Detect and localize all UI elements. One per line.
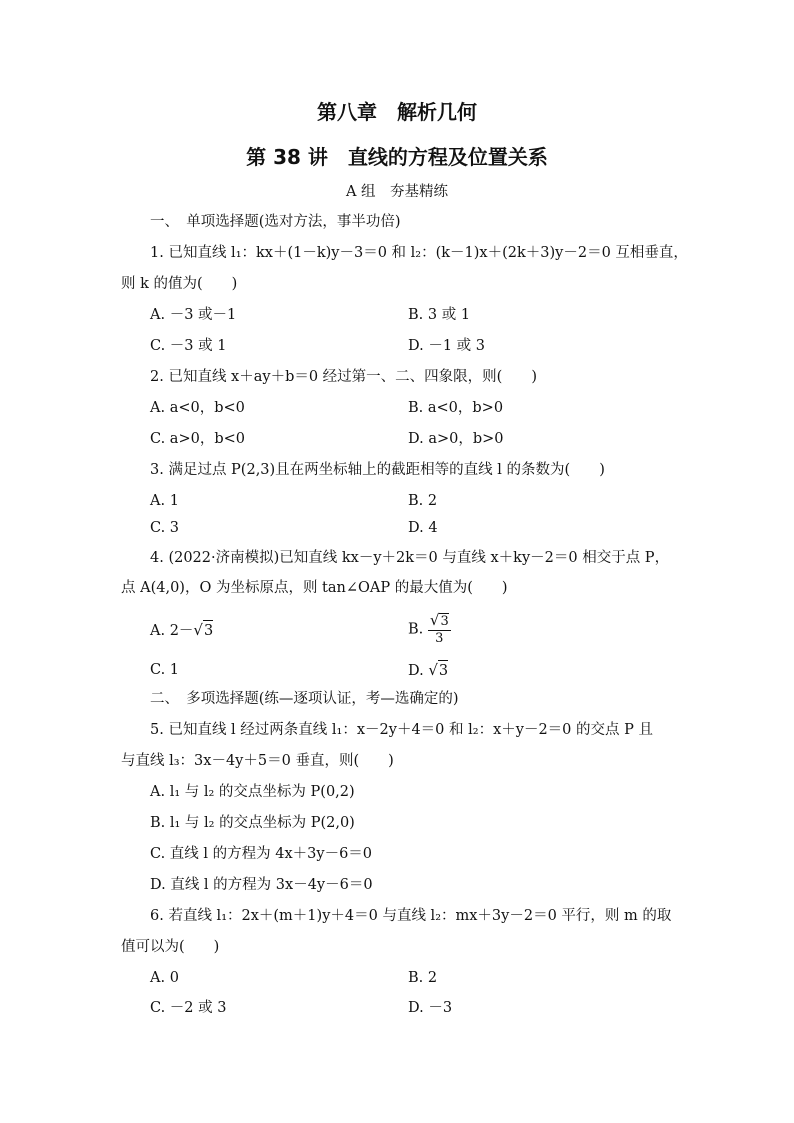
q6-option-c: C. －2 或 3 — [150, 1000, 227, 1016]
q1-option-a: A. －3 或－1 — [150, 307, 237, 323]
q1-stem-line1: 1. 已知直线 l₁：kx＋(1－k)y－3＝0 和 l₂：(k－1)x＋(2k＋3)y－2＝0 互相垂直， — [150, 245, 688, 261]
q6-option-d: D. －3 — [408, 1000, 453, 1016]
q5-option-a: A. l₁ 与 l₂ 的交点坐标为 P(0,2) — [150, 784, 355, 800]
sqrt-icon: √ — [429, 611, 440, 629]
group-title: A 组 夯基精练 — [345, 184, 449, 200]
q5-option-c: C. 直线 l 的方程为 4x＋3y－6＝0 — [150, 846, 373, 862]
q1-option-b: B. 3 或 1 — [408, 307, 471, 323]
q4-option-d — [408, 660, 448, 681]
numerator-radicand: 3 — [440, 614, 449, 629]
q4-option-a-prefix: A. 2－ — [150, 623, 194, 639]
q4-option-b-prefix: B. — [408, 621, 424, 638]
section-single-choice: 一、 单项选择题(选对方法，事半功倍) — [150, 214, 401, 230]
q2-option-c: C. a>0，b<0 — [150, 431, 245, 447]
q6-stem-line2: 值可以为( ) — [121, 939, 220, 955]
q2-option-a: A. a<0，b<0 — [150, 400, 245, 416]
q3-stem: 3. 满足过点 P(2,3)且在两坐标轴上的截距相等的直线 l 的条数为( ) — [150, 462, 605, 478]
q4-option-a-radicand: 3 — [203, 620, 213, 641]
q6-stem-line1: 6. 若直线 l₁：2x＋(m＋1)y＋4＝0 与直线 l₂：mx＋3y－2＝0 平行，则 m 的取 — [150, 908, 672, 924]
q5-stem-line1: 5. 已知直线 l 经过两条直线 l₁：x－2y＋4＝0 和 l₂：x＋y－2＝0 的交点 P 且 — [150, 722, 653, 738]
q2-stem: 2. 已知直线 x＋ay＋b＝0 经过第一、二、四象限，则( ) — [150, 369, 537, 385]
lesson-title: 第 38 讲 直线的方程及位置关系 — [246, 145, 548, 169]
q4-option-d-radicand: 3 — [438, 660, 448, 681]
chapter-title: 第八章 解析几何 — [317, 100, 477, 124]
q6-option-b: B. 2 — [408, 970, 438, 986]
sqrt-icon: √ — [193, 621, 203, 639]
q3-option-a: A. 1 — [150, 493, 179, 509]
q1-option-d: D. －1 或 3 — [408, 338, 485, 354]
q5-option-b: B. l₁ 与 l₂ 的交点坐标为 P(2,0) — [150, 815, 355, 831]
q3-option-b: B. 2 — [408, 493, 438, 509]
q4-option-d-prefix: D. — [408, 663, 429, 679]
q4-stem-line2: 点 A(4,0)，O 为坐标原点，则 tan∠OAP 的最大值为( ) — [121, 580, 508, 596]
q5-stem-line2: 与直线 l₃：3x－4y＋5＝0 垂直，则( ) — [121, 753, 394, 769]
q5-option-d: D. 直线 l 的方程为 3x－4y－6＝0 — [150, 877, 373, 893]
fraction-denominator: 3 — [435, 631, 444, 646]
q4-stem-line1: 4. (2022·济南模拟)已知直线 kx－y＋2k＝0 与直线 x＋ky－2＝0 相交于点 P， — [150, 550, 670, 566]
q2-option-b: B. a<0，b>0 — [408, 400, 504, 416]
q4-option-b-fraction — [428, 612, 451, 647]
q4-option-c: C. 1 — [150, 662, 180, 678]
q3-option-c: C. 3 — [150, 520, 180, 536]
q4-option-a — [150, 620, 213, 641]
sqrt-icon: √ — [428, 661, 438, 679]
q4-option-b — [408, 612, 451, 647]
fraction-numerator — [428, 612, 451, 631]
q3-option-d: D. 4 — [408, 520, 438, 536]
q6-option-a: A. 0 — [150, 970, 179, 986]
q1-option-c: C. －3 或 1 — [150, 338, 227, 354]
q1-stem-line2: 则 k 的值为( ) — [121, 276, 238, 292]
q2-option-d: D. a>0，b>0 — [408, 431, 504, 447]
section-multi-choice: 二、 多项选择题(练—逐项认证，考—选确定的) — [150, 691, 459, 707]
